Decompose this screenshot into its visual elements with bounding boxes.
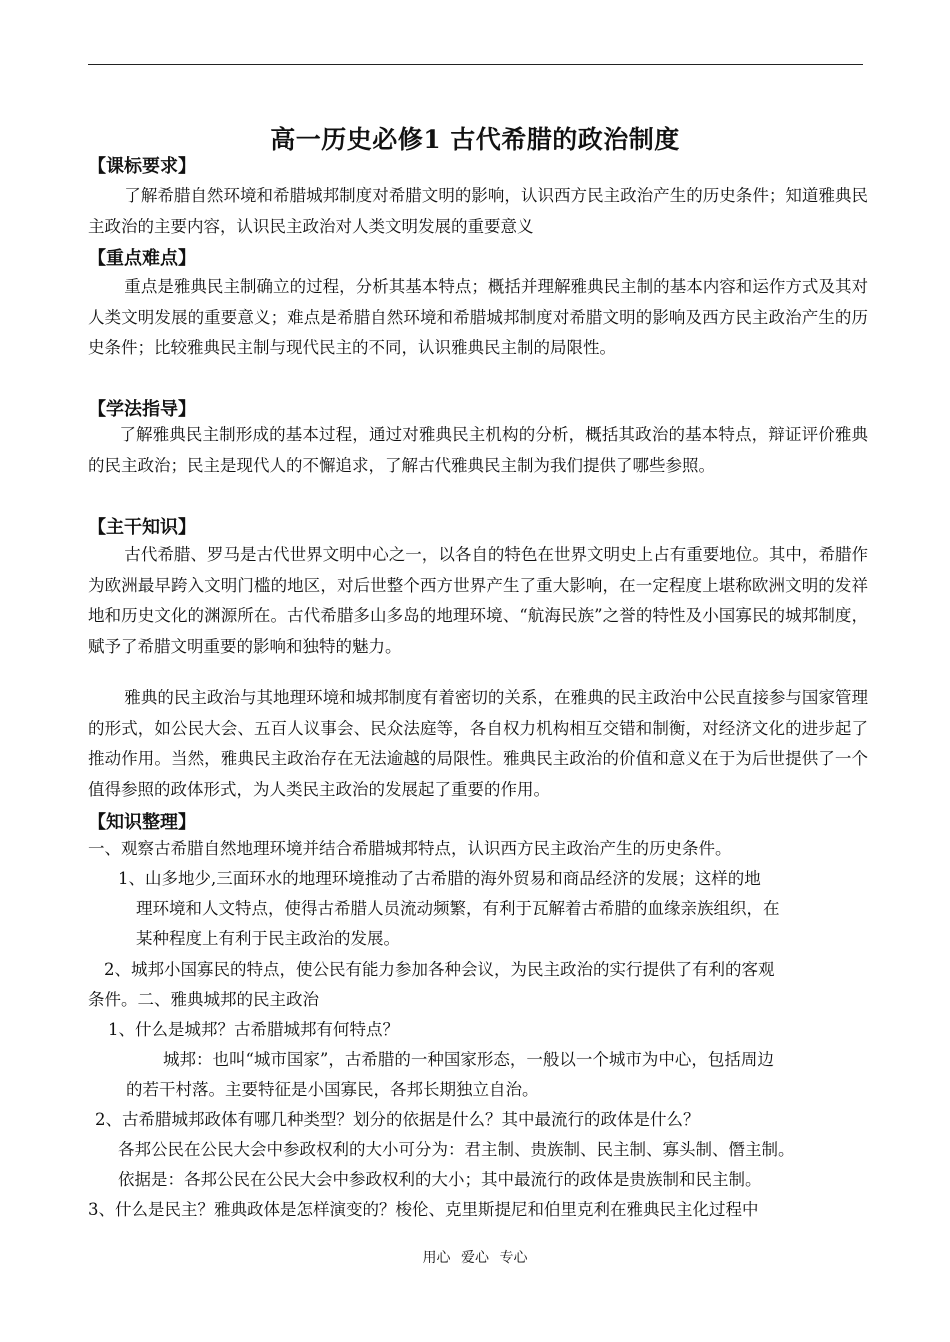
page-footer: 用心 爱心 专心 <box>422 1250 528 1266</box>
zhengli-line-1: 一、观察古希腊自然地理环境并结合希腊城邦特点，认识西方民主政治产生的历史条件。 <box>88 839 732 858</box>
zhengli-question-2: 2、古希腊城邦政体有哪几种类型？划分的依据是什么？其中最流行的政体是什么？ <box>95 1110 700 1129</box>
zhugan-paragraph-2: 雅典的民主政治与其地理环境和城邦制度有着密切的关系，在雅典的民主政治中公民直接参与国家管理的形式，如公民大会、五百人议事会、民众法庭等，各自权力机构相互交错和制衡，对经济文化的进步起了推动作用。当然，雅典民主政治存在无法逾越的局限性。雅典民主政治的价值和意义在于为后世提供了一个值得参照的政体形式，为人类民主政治的发展起了重要的作用。 <box>88 688 868 799</box>
section-heading-zhengli: 【知识整理】 <box>88 812 196 833</box>
zhengli-answer-2-line-a: 各邦公民在公民大会中参政权利的大小可分为：君主制、贵族制、民主制、寡头制、僭主制。 <box>118 1140 795 1159</box>
section-heading-zhongdian: 【重点难点】 <box>88 248 196 269</box>
zhengli-answer-2-line-b: 依据是：各邦公民在公民大会中参政权利的大小；其中最流行的政体是贵族制和民主制。 <box>118 1170 762 1189</box>
zhengli-answer-1-line-b: 的若干村落。主要特征是小国寡民，各邦长期独立自治。 <box>126 1080 539 1099</box>
zhongdian-text: 重点是雅典民主制确立的过程，分析其基本特点；概括并理解雅典民主制的基本内容和运作方式及其对人类文明发展的重要意义；难点是希腊自然环境和希腊城邦制度对希腊文明的影响及西方民主政治产生的历史条件；比较雅典民主制与现代民主的不同，认识雅典民主制的局限性。 <box>88 277 868 357</box>
zhengli-item-1-line-b: 理环境和人文特点，使得古希腊人员流动频繁，有利于瓦解着古希腊的血缘亲族组织，在 <box>136 899 780 918</box>
section-heading-xuefa: 【学法指导】 <box>88 399 196 420</box>
kebiao-text: 了解希腊自然环境和希腊城邦制度对希腊文明的影响，认识西方民主政治产生的历史条件；知道雅典民主政治的主要内容，认识民主政治对人类文明发展的重要意义 <box>88 186 868 236</box>
header-rule <box>88 64 863 65</box>
section-heading-kebiao: 【课标要求】 <box>88 156 196 177</box>
page-title: 高一历史必修1 古代希腊的政治制度 <box>270 125 680 154</box>
zhengli-item-1-line-c: 某种程度上有利于民主政治的发展。 <box>136 929 400 948</box>
zhengli-item-1-line-a: 1、山多地少,三面环水的地理环境推动了古希腊的海外贸易和商品经济的发展；这样的地 <box>118 869 761 888</box>
zhengli-question-1: 1、什么是城邦？古希腊城邦有何特点？ <box>108 1020 399 1039</box>
zhengli-item-2-line-a: 2、城邦小国寡民的特点，使公民有能力参加各种会议，为民主政治的实行提供了有利的客观 <box>104 960 775 979</box>
zhugan-paragraph-1: 古代希腊、罗马是古代世界文明中心之一，以各自的特色在世界文明史上占有重要地位。其中，希腊作为欧洲最早跨入文明门槛的地区，对后世整个西方世界产生了重大影响，在一定程度上堪称欧洲文明的发祥地和历史文化的渊源所在。古代希腊多山多岛的地理环境、“航海民族”之誉的特性及小国寡民的城邦制度，赋予了希腊文明重要的影响和独特的魅力。 <box>88 545 868 656</box>
section-heading-zhugan: 【主干知识】 <box>88 517 196 538</box>
xuefa-text: 了解雅典民主制形成的基本过程，通过对雅典民主机构的分析，概括其政治的基本特点，辩证评价雅典的民主政治；民主是现代人的不懈追求，了解古代雅典民主制为我们提供了哪些参照。 <box>88 425 868 475</box>
zhengli-item-2-line-b: 条件。二、雅典城邦的民主政治 <box>88 990 319 1009</box>
zhengli-answer-1-line-a: 城邦：也叫“城市国家”，古希腊的一种国家形态，一般以一个城市为中心，包括周边 <box>163 1050 774 1069</box>
zhengli-question-3: 3、什么是民主？雅典政体是怎样演变的？梭伦、克里斯提尼和伯里克利在雅典民主化过程中 <box>88 1200 759 1219</box>
